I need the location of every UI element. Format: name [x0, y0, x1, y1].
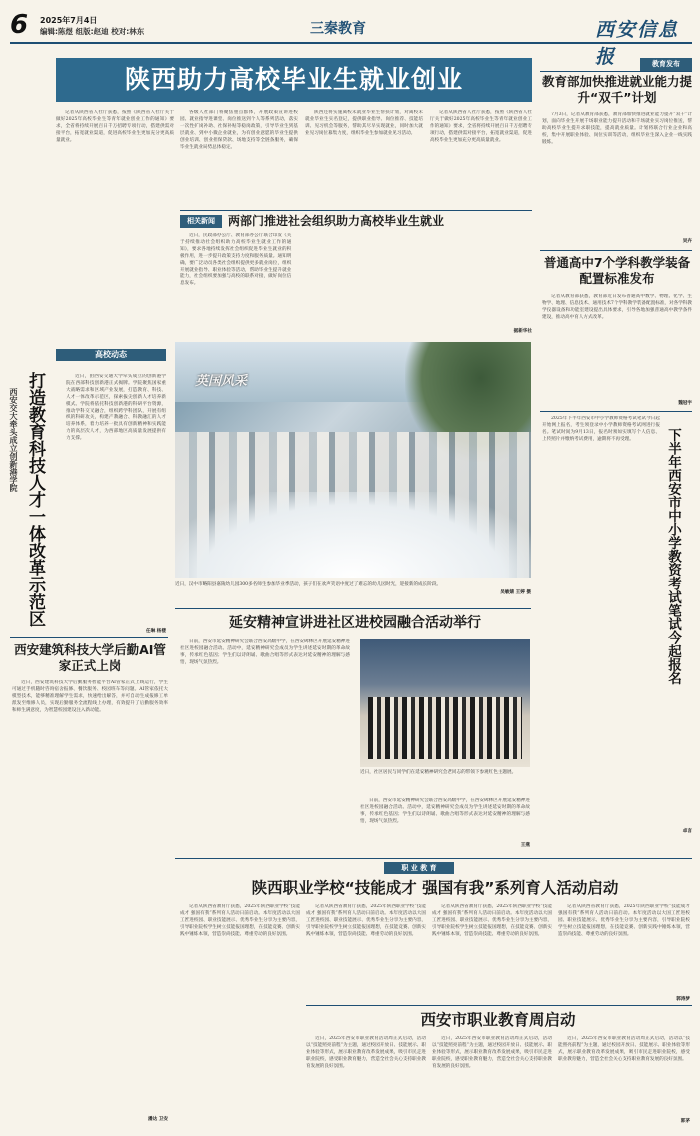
jiaoyu-author: 吴卉: [682, 239, 692, 244]
section-label-vocational: 职 业 教 育: [384, 862, 454, 874]
divider: [175, 858, 692, 859]
issue-date: 2025年7月4日: [40, 16, 98, 25]
yanan-group-photo: [360, 639, 530, 767]
related-news-body: 近日，民政部办公厅、教育部办公厅联合印发《关于持续推动社会组织助力高校毕业生就业工作的通知》，要求各地持续发挥社会组织促进毕业生就业的积极作用，进一步提升政策支持力度和服务质量。通知明确，要广泛动员各类社会组织提供更多就业岗位，组织开展就业指导、职业体验等活动，帮助毕业生提升就业能力，社会组织要加强与高校的联系对接，做好岗位信息发布。: [180, 233, 292, 287]
lead-text-col-1: 记者从陕西省人社厅获悉，按照《陕西省人社厅关于做好2025年高校毕业生等青年就业创业工作的通知》要求，全省将持续开展百日千万招聘专项行动，搭建供需对接平台，拓宽就业渠道，促进高校毕业生更加充分更高质量就业。: [56, 110, 174, 143]
xianedu-author: 郭茅: [680, 1119, 690, 1124]
related-news-title: 两部门推进社会组织助力高校毕业生就业: [228, 214, 445, 228]
divider: [540, 71, 692, 72]
lead-text-col-2: 各级人社部门将聚焦重点群体，开展政策宣讲进校园、就业指导进课堂、岗位推送到个人等系列活动，落实一次性扩岗补助、社保补贴等稳岗政策，引导毕业生到基层就业、到中小微企业就业，为有创业意愿的毕业生提供创业培训、创业担保贷款、场地支持等全链条服务，确保毕业生就业局势总体稳定。: [180, 110, 298, 150]
gaozhong-headline: 普通高中7个学科教学装备配置标准发布: [543, 255, 691, 286]
xijian-author: 潘达 卫安: [148, 1117, 168, 1122]
divider: [175, 608, 531, 609]
xianedu-body-col-2: 近日，2025年西安市职业教育活动周正式启动，活动以“技能照亮前程”为主题，通过校园开放日、技能展示、职业体验等形式，展示职业教育改革发展成果，吸引市民走进职业院校，感受职业教育魅力，营造全社会关心支持职业教育发展的良好氛围。: [432, 1036, 552, 1069]
page-number: 6: [10, 10, 29, 40]
jiaoyu-body: 7月3日，记者从教育部获悉，教育部加快推进就业能力提升“双千”计划，面向毕业生开展千场职业能力提升活动和千场就业实习岗位推送，帮助高校毕业生提升求职技能，提高就业质量。计划将联合行业企业和高校，集中开展职业体验、岗位实训等活动，组织毕业生深入企业一线实践锻炼。: [542, 112, 692, 145]
lead-headline-banner: [56, 58, 532, 102]
xian-body: 2025年下半年西安市中小学教师资格考试笔试今日起开始网上报名，考生须登录中小学教师资格考试网进行报名。笔试时间为9月13日，报名时须如实填写个人信息、上传照片并缴纳考试费用，逾期将不再受理。: [542, 416, 660, 442]
photo-foam: [175, 492, 531, 578]
yanan-body-col-1: 日前，西安市延安精神研究会联合西安高级中学，在西安碑林区开展延安精神进社区进校园融合活动。活动中，延安精神研究会成员为学生讲述延安时期的革命故事，传承红色基因；学生们以诗朗诵、歌曲合唱等形式表达对延安精神的理解与感悟，现场气氛热烈。: [180, 639, 350, 665]
gaoxiao-author: 任琳 杨楼: [146, 629, 166, 634]
yanan-author: 王燕: [520, 843, 530, 848]
xianedu-body-col-3: 近日，2025年西安市职业教育活动周正式启动，活动以“技能照亮前程”为主题，通过校园开放日、技能展示、职业体验等形式，展示职业教育改革发展成果，吸引市民走进职业院校，感受职业教育魅力，营造全社会关心支持职业教育发展的良好氛围。: [558, 1036, 690, 1062]
section-label-jiaoyu: 教育发布: [640, 58, 692, 71]
divider: [10, 637, 168, 638]
masthead-rule: [10, 42, 692, 44]
gaoxiao-headline: 打造教育科技人才一体改革示范区: [25, 372, 45, 627]
divider: [540, 411, 692, 412]
lead-text-col-4: 记者从陕西省人社厅获悉，按照《陕西省人社厅关于做好2025年高校毕业生等青年就业创业工作的通知》要求，全省将持续开展百日千万招聘专项行动，搭建供需对接平台，拓宽就业渠道，促进高校毕业生更加充分更高质量就业。: [430, 110, 532, 143]
xianedu-body-col-1: 近日，2025年西安市职业教育活动周正式启动，活动以“技能照亮前程”为主题，通过校园开放日、技能展示、职业体验等形式，展示职业教育改革发展成果，吸引市民走进职业院校，感受职业教育魅力，营造全社会关心支持职业教育发展的良好氛围。: [306, 1036, 426, 1069]
photo-credit: 吴敏婧 王婷 摄: [500, 590, 531, 595]
gaozhong-body: 记者从教育部获悉，教育部近日发布普通高中数学、物理、化学、生物学、地理、信息技术、通用技术7个学科教学装备配置标准，对各学科教学仪器设备和功能室建设提出具体要求，引导各地加强普通高中教学条件建设，推动高中育人方式改革。: [542, 294, 692, 320]
paper-logo: 西安信息报: [595, 19, 680, 68]
related-news-author: 据新华社: [513, 329, 532, 334]
jiaoyu-headline: 教育部加快推进就业能力提升“双千”计划: [542, 74, 693, 105]
divider: [540, 250, 692, 251]
graduation-photo: [175, 342, 531, 578]
yanan-body-col-2: 日前，西安市延安精神研究会联合西安高级中学，在西安碑林区开展延安精神进社区进校园融合活动。活动中，延安精神研究会成员为学生讲述延安时期的革命故事，传承红色基因；学生们以诗朗诵、歌曲合唱等形式表达对延安精神的理解与感悟，现场气氛热烈。: [360, 798, 530, 824]
xian-headline: 下半年西安市中小学教资考试笔试今起报名: [665, 428, 681, 685]
section-name: 三秦教育: [310, 21, 366, 37]
xijian-headline: 西安建筑科技大学后勤AI管家正式上岗: [14, 642, 166, 673]
divider: [306, 1005, 692, 1006]
vocational-author: 郭涛梦: [676, 997, 690, 1002]
yanan-photo-caption: 近日，社区居民与同学们在延安精神研究会老同志的带领下参观红色主题展。: [360, 770, 517, 775]
vocational-headline: 陕西职业学校“技能成才 强国有我”系列育人活动启动: [251, 879, 619, 897]
vocational-body-col-3: 记者从陕西省教育厅获悉，2025年陕西职业学校“技能成才 强国有我”系列育人活动日前启动。本年度活动以大国工匠进校园、职业技能展示、优秀毕业生分享为主要内容，引导职业院校学生树立技能报国理想，在技能竞赛、创新实践中锤炼本领，营造崇尚技能、尊重劳动的良好氛围。: [432, 904, 552, 937]
photo-caption: 近日，汉中市略阳县嘉陵幼儿园300多名师生参加毕业季活动，孩子们在欢声笑语中度过了难忘的幼儿园时光，迎接新的成长阶段。: [175, 582, 442, 587]
xianedu-headline: 西安市职业教育周启动: [420, 1011, 576, 1029]
vocational-body-col-4: 记者从陕西省教育厅获悉，2025年陕西职业学校“技能成才 强国有我”系列育人活动日前启动。本年度活动以大国工匠进校园、职业技能展示、优秀毕业生分享为主要内容，引导职业院校学生树立技能报国理想，在技能竞赛、创新实践中锤炼本领，营造崇尚技能、尊重劳动的良好氛围。: [558, 904, 690, 937]
related-news-label: 相关新闻: [180, 215, 222, 228]
lead-text-col-3: 陕西还将实施离校未就业毕业生帮扶计划，对离校未就业毕业生实名登记，提供职业指导、岗位推荐、技能培训、见习机会等服务，帮助其尽早实现就业，同时加大就业见习岗位募集力度，组织毕业生参加就业见习活动。: [305, 110, 423, 136]
vocational-body-col-1: 记者从陕西省教育厅获悉，2025年陕西职业学校“技能成才 强国有我”系列育人活动日前启动。本年度活动以大国工匠进校园、职业技能展示、优秀毕业生分享为主要内容，引导职业院校学生树立技能报国理想，在技能竞赛、创新实践中锤炼本领，营造崇尚技能、尊重劳动的良好氛围。: [180, 904, 300, 937]
xijian-body: 近日，西安建筑科技大学后勤服务智能平台AI管家正式上线运行，学生可通过手机随时咨询宿舍报修、餐饮服务、校园班车等问题。AI管家依托大模型技术，能够精准理解学生需求，快速给出解答，并可自动生成报修工单派发至维修人员，实现后勤服务全流程线上办理，有效提升了后勤服务效率和师生满意度，为智慧校园建设注入新动能。: [12, 680, 168, 713]
photo-people: [368, 697, 522, 759]
gaozhong-author: 魏冠宇: [678, 401, 692, 406]
related-news-box: [180, 210, 532, 334]
photo-sign: 英国风采: [195, 374, 248, 389]
vocational-body-col-2: 记者从陕西省教育厅获悉，2025年陕西职业学校“技能成才 强国有我”系列育人活动日前启动。本年度活动以大国工匠进校园、职业技能展示、优秀毕业生分享为主要内容，引导职业院校学生树立技能报国理想，在技能竞赛、创新实践中锤炼本领，营造崇尚技能、尊重劳动的良好氛围。: [306, 904, 426, 937]
yanan-headline: 延安精神宣讲进社区进校园融合活动举行: [229, 615, 481, 631]
gaoxiao-subtitle: 西安交大牵头成立创新港学院: [9, 388, 18, 492]
lead-headline: 陕西助力高校毕业生就业创业: [124, 65, 463, 94]
gaoxiao-body: 近日，由西安交通大学牵头成立的创新港学院在西部科技创新港正式揭牌。学院聚焦国家重大战略需求和区域产业发展，打造教育、科技、人才一体改革示范区，探索拔尖创新人才培养新模式。学院将依托科技创新港的科研平台资源，推动学科交叉融合，组织跨学科团队，开展有组织的科研攻关，构建产教融合、科教融汇的人才培养体系，着力培养一批具有创新精神和实践能力的高层次人才，为西部地区高质量发展提供有力支撑。: [66, 374, 166, 442]
editor-credits: 编辑:陈煜 组版:赵迪 校对:林东: [40, 27, 145, 36]
xian-author: 卓言: [682, 829, 692, 834]
section-label-gaoxiao: 高校动态: [56, 349, 166, 361]
